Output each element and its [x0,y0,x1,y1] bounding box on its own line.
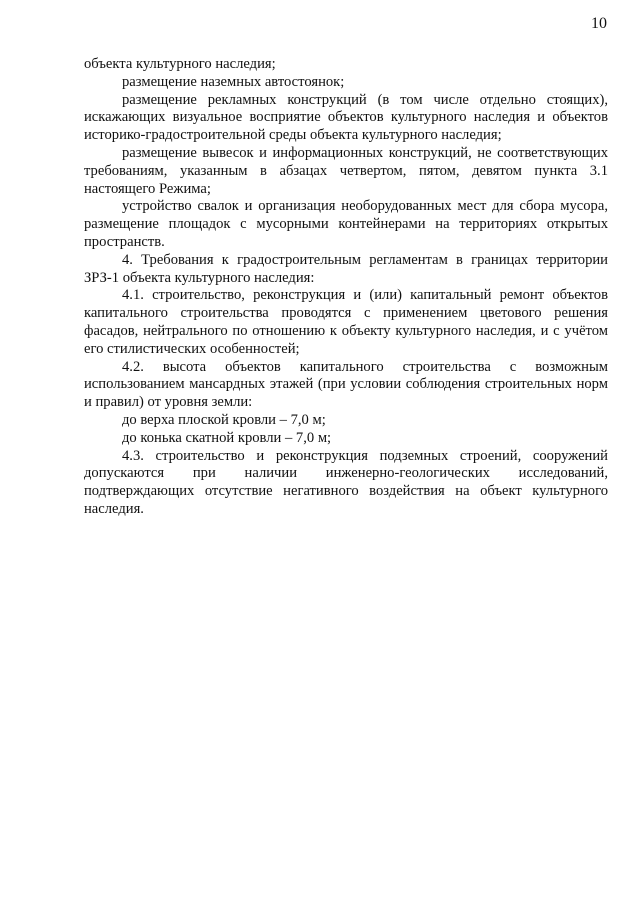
paragraph: объекта культурного наследия; [84,56,276,72]
list-item: до конька скатной кровли – 7,0 м; [122,429,332,446]
paragraph: 4.3. строительство и реконструкция подземных строений, сооружений допускаются при наличии инженерно-геологических исследований, подтверждающих отсутствие негативного воздействия на объект культурного наследия. [84,447,608,517]
paragraph: 4.1. строительство, реконструкция и (или) капитальный ремонт объектов капитального строительства проводятся с применением цветового решения фасадов, нейтрального по отношению к объекту культурного наследия, и с учётом его стилистических особенностей; [84,287,608,357]
paragraph: размещение вывесок и информационных конструкций, не соответствующих требованиям, указанным в абзацах четвертом, пятом, девятом пункта 3.1 настоящего Режима; [84,144,608,197]
list-item: до верха плоской кровли – 7,0 м; [122,411,326,428]
paragraph: размещение наземных автостоянок; [122,73,345,90]
paragraph: устройство свалок и организация необорудованных мест для сбора мусора, размещение площадок с мусорными контейнерами на территориях открытых пространств. [84,198,608,250]
section-heading-4: 4. Требования к градостроительным регламентам в границах территории ЗРЗ-1 объекта культурного наследия: [84,251,608,286]
paragraph: 4.2. высота объектов капитального строительства с возможным использованием мансардных этажей (при условии соблюдения строительных норм и правил) от уровня земли: [84,358,608,411]
paragraph: размещение рекламных конструкций (в том числе отдельно стоящих), искажающих визуальное восприятие объектов культурного наследия и объектов историко-градостроительной среды объекта культурного наследия; [84,91,608,144]
document-body [84,56,608,519]
page-number: 10 [591,15,607,32]
